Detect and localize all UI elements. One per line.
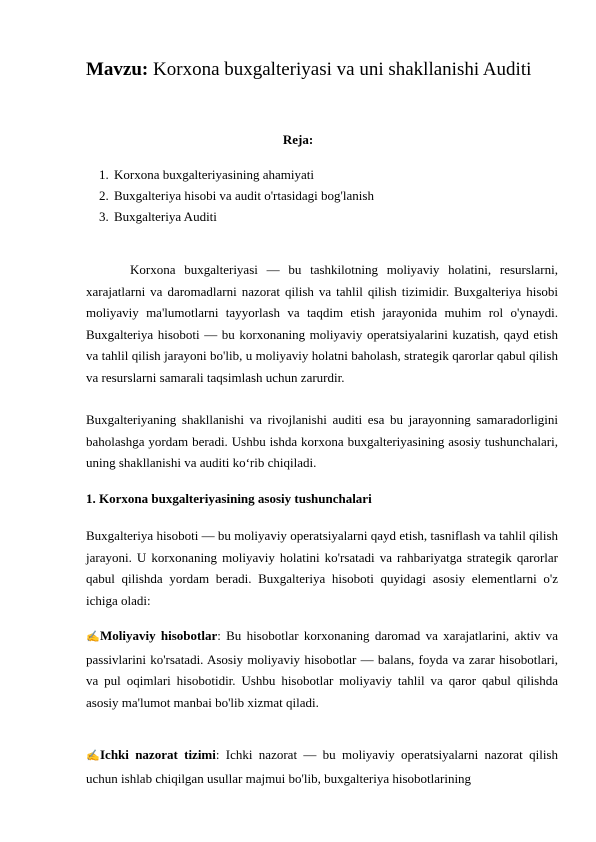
bullet-item [86,625,558,713]
title-text: Korxona buxgalteriyasi va uni shakllanishi Auditi [148,59,532,80]
pencil-icon: ✍ [86,750,100,762]
plan-heading: Reja: [282,132,314,147]
page-title [86,58,566,82]
plan-item-number: 3. [99,209,109,224]
plan-item-number: 2. [99,188,109,203]
bullet-term: Ichki nazorat tizimi [100,747,216,762]
plan-item [99,185,374,206]
bullet-text: : Bu hisobotlar korxonaning daromad va xarajatlarini, aktiv va passivlarini ko'rsatadi. Asosiy moliyaviy hisobotlar — balans, foyda va zarar hisobotlari, va pul oqimlari hisobotidir. Ushbu hisobotlar moliyaviy tahlil va qaror qabul qilishda asosiy ma'lumot manbai bo'lib xizmat qiladi. [86,628,558,710]
plan-item-text: Buxgalteriya hisobi va audit o'rtasidagi bog'lanish [114,188,374,203]
intro-paragraph-2: Buxgalteriyaning shakllanishi va rivojlanishi auditi esa bu jarayonning samaradorligini baholashga yordam beradi. Ushbu ishda korxona buxgalteriyasining asosiy tushunchalari, uning shakllanishi va auditi ko‘rib chiqiladi. [86,412,558,471]
title-prefix: Mavzu: [86,59,149,80]
pencil-icon: ✍ [86,631,100,643]
plan-list [99,164,374,227]
section-heading: 1. Korxona buxgalteriyasining asosiy tushunchalari [86,491,372,506]
plan-item-number: 1. [99,167,109,182]
bullet-term: Moliyaviy hisobotlar [100,628,218,643]
bullet-item [86,744,558,789]
plan-item-text: Buxgalteriya Auditi [114,209,217,224]
plan-item [99,164,374,185]
intro-paragraph-1: Korxona buxgalteriyasi — bu tashkilotning moliyaviy holatini, resurslarni, xarajatlarni va daromadlarni nazorat qilish va tahlil qilish tizimidir. Buxgalteriya hisobi moliyaviy ma'lumotlarni tayyorlash va taqdim etish jarayonida muhim rol o'ynaydi. Buxgalteriya hisoboti — bu korxonaning moliyaviy operatsiyalarini kuzatish, qayd etish va tahlil qilish jarayoni bo'lib, u moliyaviy holatni baholash, strategik qarorlar qabul qilish va resurslarni samarali taqsimlash uchun zarurdir. [86,262,558,385]
section-paragraph: Buxgalteriya hisoboti — bu moliyaviy operatsiyalarni qayd etish, tasniflash va tahlil qilish jarayoni. U korxonaning moliyaviy holatini ko'rsatadi va rahbariyatga strategik qarorlar qabul qilishda yordam beradi. Buxgalteriya hisoboti quyidagi asosiy elementlarni o'z ichiga oladi: [86,528,558,608]
plan-item-text: Korxona buxgalteriyasining ahamiyati [114,167,315,182]
plan-item [99,206,374,227]
bullet-text: : Ichki nazorat — bu moliyaviy operatsiyalarni nazorat qilish uchun ishlab chiqilgan usullar majmui bo'lib, buxgalteriya hisobotlarining [86,747,558,786]
